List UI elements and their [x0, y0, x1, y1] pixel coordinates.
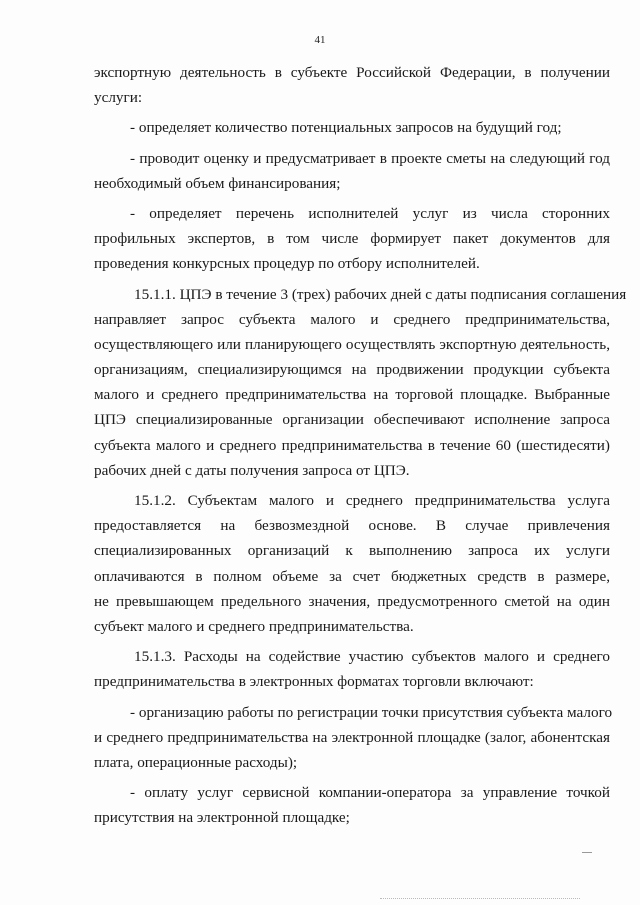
- text-line: предпринимательства в электронных форматах торговли включают:: [94, 673, 534, 691]
- list-item: - организацию работы по регистрации точки присутствия субъекта малого: [130, 703, 613, 721]
- text-line: предоставляется на безвозмездной основе. В случае привлечения: [94, 517, 610, 535]
- text-line: малого и среднего предпринимательства на торговой площадке. Выбранные: [94, 386, 610, 404]
- document-body: [94, 60, 627, 830]
- text-line: направляет запрос субъекта малого и среднего предпринимательства,: [94, 310, 610, 328]
- text-line: рабочих дней с даты получения запроса от ЦПЭ.: [94, 461, 410, 479]
- text-line: оплачиваются в полном объеме за счет бюджетных средств в размере,: [94, 567, 610, 585]
- text-line: субъекта малого и среднего предпринимательства в течение 60 (шестидесяти): [94, 436, 610, 454]
- paragraph-15-1-1: 15.1.1. ЦПЭ в течение 3 (трех) рабочих дней с даты подписания соглашения: [134, 285, 627, 303]
- page-number: 41: [314, 34, 326, 46]
- text-line: осуществляющего или планирующего осуществлять экспортную деятельность,: [94, 335, 610, 353]
- text-line: не превышающем предельного значения, предусмотренного сметой на один: [94, 592, 610, 610]
- text-line: организациям, специализирующимся на продвижении продукции субъекта: [94, 361, 610, 379]
- text-line: присутствия на электронной площадке;: [94, 809, 350, 827]
- text-line: экспортную деятельность в субъекте Российской Федерации, в получении: [94, 64, 610, 81]
- text-line: необходимый объем финансирования;: [94, 174, 341, 192]
- paragraph-15-1-3: 15.1.3. Расходы на содействие участию субъектов малого и среднего: [134, 648, 610, 666]
- scan-artifact: [582, 852, 592, 853]
- list-item: - определяет перечень исполнителей услуг из числа сторонних: [130, 204, 610, 222]
- text-line: ЦПЭ специализированные организации обеспечивают исполнение запроса: [94, 411, 610, 429]
- text-line: профильных экспертов, в том числе формирует пакет документов для: [94, 230, 610, 248]
- text-line: плата, операционные расходы);: [94, 753, 298, 771]
- scan-artifact: [380, 898, 580, 900]
- text-line: услуги:: [94, 89, 143, 107]
- list-item: - оплату услуг сервисной компании-оператора за управление точкой: [130, 784, 610, 802]
- text-line: и среднего предпринимательства на электронной площадке (залог, абонентская: [94, 728, 610, 746]
- text-line: проведения конкурсных процедур по отбору исполнителей.: [94, 255, 480, 273]
- paragraph-15-1-2: 15.1.2. Субъектам малого и среднего предпринимательства услуга: [134, 492, 610, 509]
- list-item: - проводит оценку и предусматривает в проекте сметы на следующий год: [130, 149, 610, 167]
- text-line: специализированных организаций к выполнению запроса их услуги: [94, 542, 610, 560]
- text-line: субъект малого и среднего предпринимательства.: [94, 617, 414, 635]
- list-item: - определяет количество потенциальных запросов на будущий год;: [130, 119, 562, 137]
